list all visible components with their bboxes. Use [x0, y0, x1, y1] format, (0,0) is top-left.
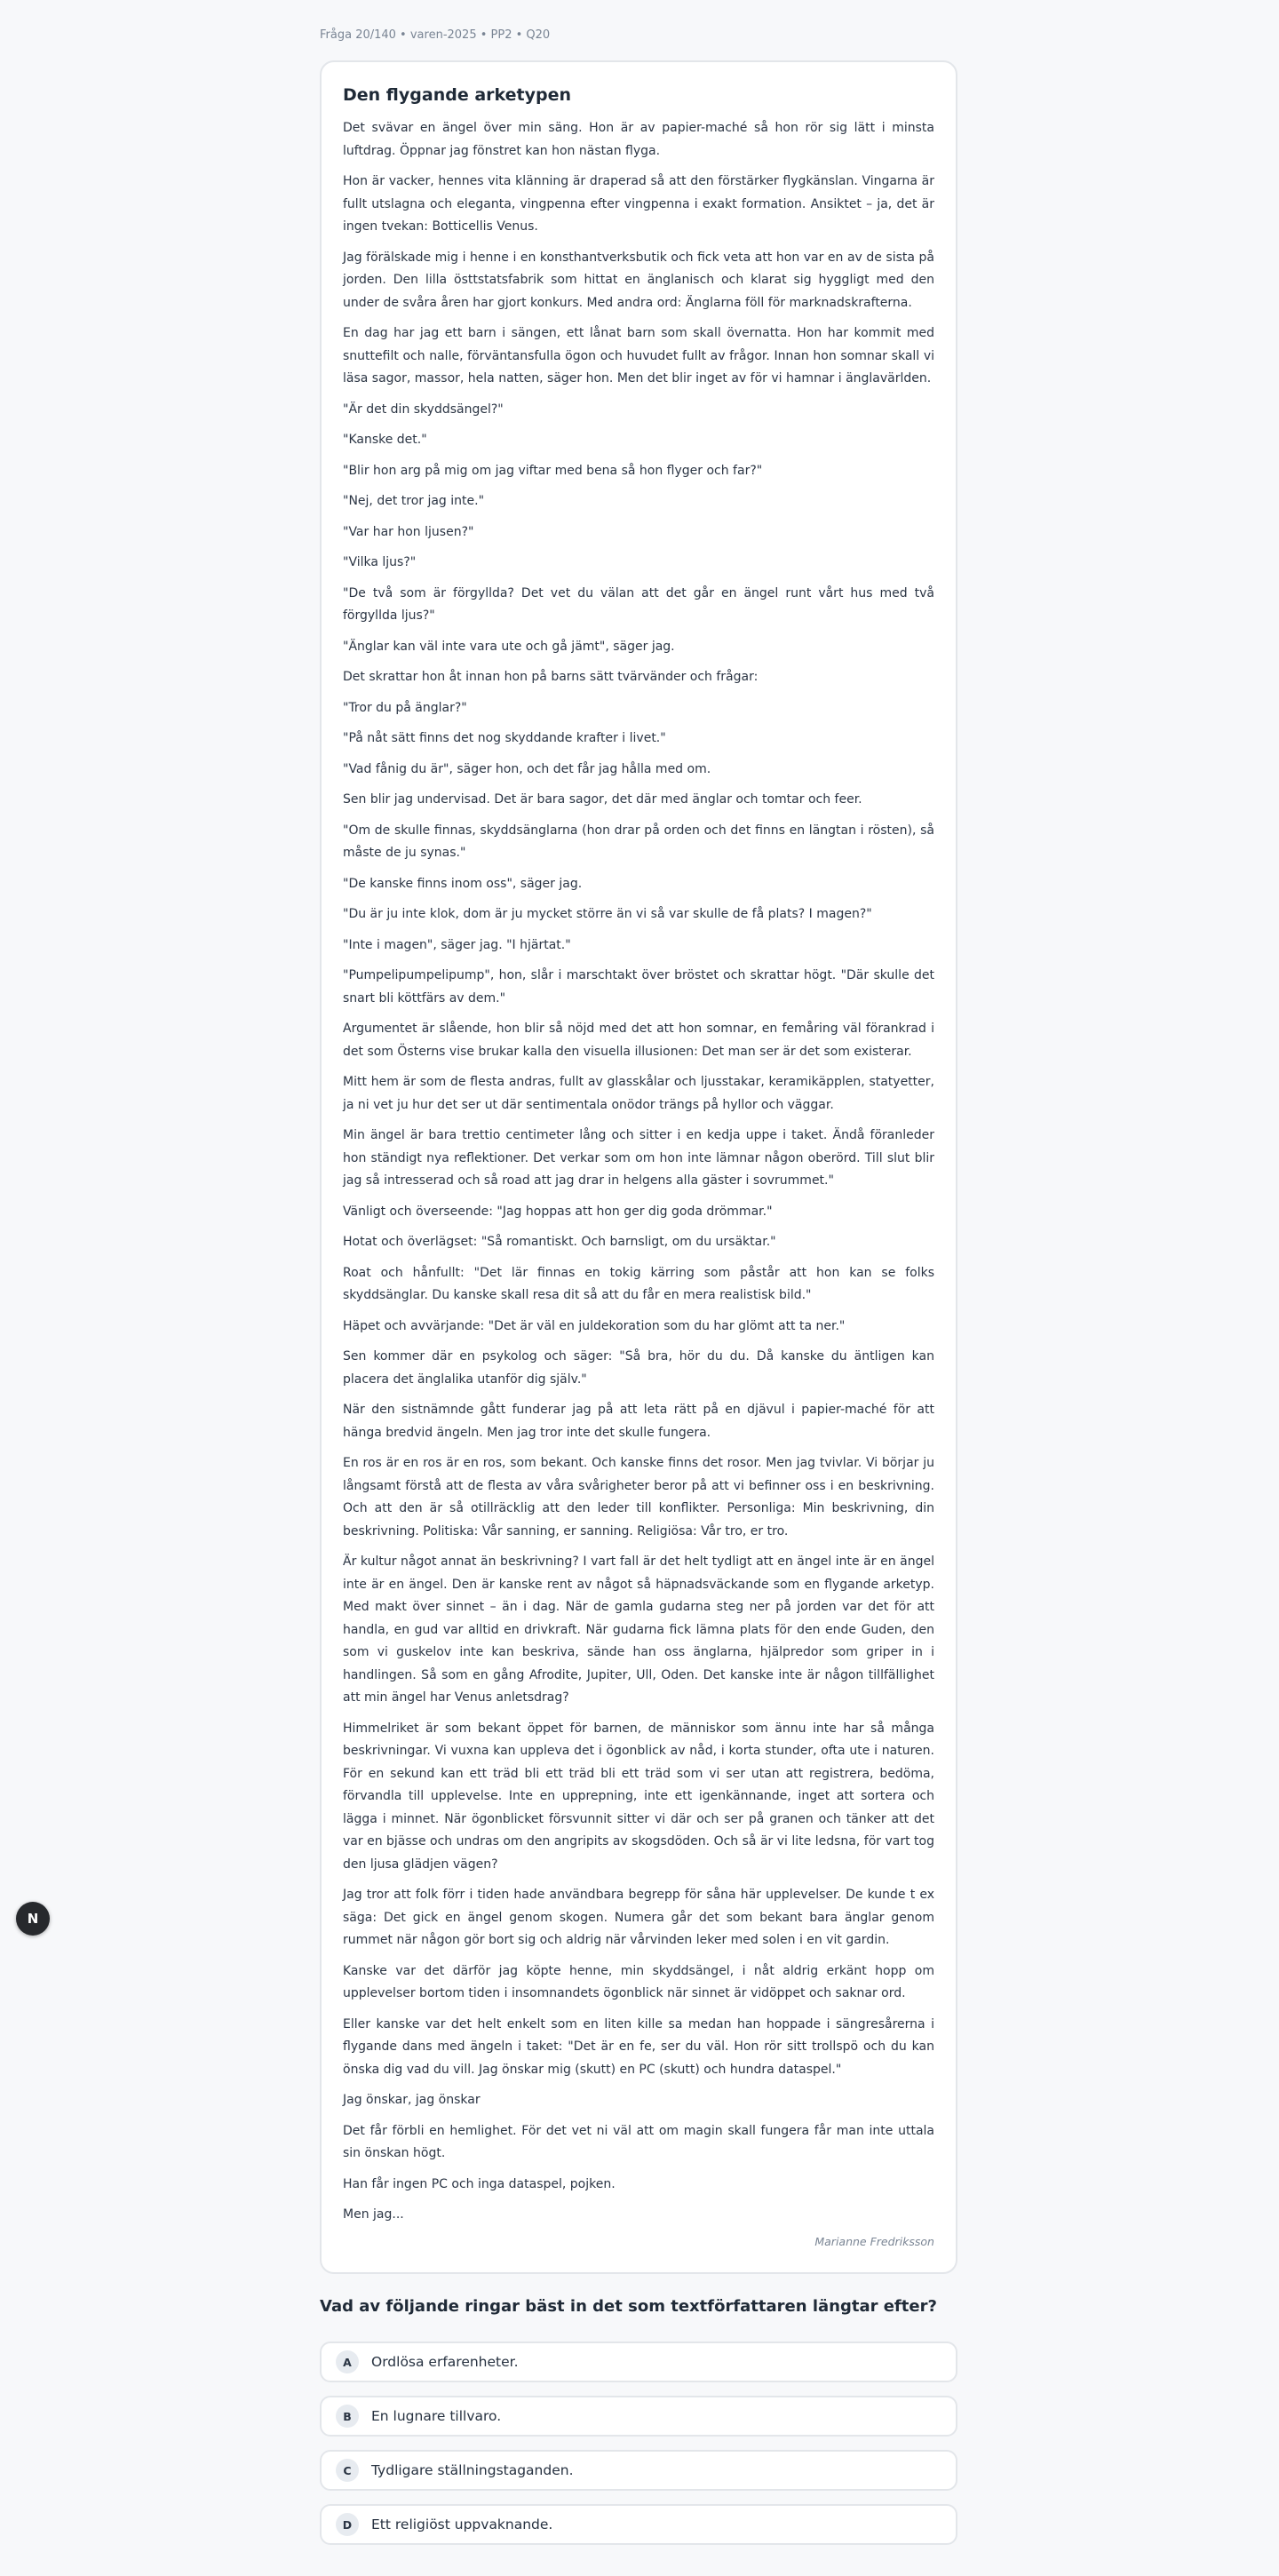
passage-paragraph: Det skrattar hon åt innan hon på barns sätt tvärvänder och frågar:	[343, 670, 759, 684]
passage-paragraph: Mitt hem är som de flesta andras, fullt av glasskålar och ljusstakar, keramikäpplen, statyetter, ja ni vet ju hur det ser ut där sentimentala onödor trängs på hyllor och väggar.	[343, 1075, 934, 1112]
passage-paragraph: "Inte i magen", säger jag. "I hjärtat."	[343, 937, 571, 952]
passage-paragraph: Han får ingen PC och inga dataspel, pojken.	[343, 2176, 616, 2191]
passage-paragraph: "Du är ju inte klok, dom är ju mycket större än vi så var skulle de få plats? I magen?"	[343, 907, 872, 921]
option-letter-badge: B	[336, 2405, 359, 2428]
option-letter-badge: C	[336, 2459, 359, 2482]
passage-paragraph: En dag har jag ett barn i sängen, ett lånat barn som skall övernatta. Hon har kommit med snuttefilt och nalle, förväntansfulla ögon och huvudet fullt av frågor. Innan hon somnar skall vi läsa sagor, massor, hela natten, säger hon. Men det blir inget av för vi hamnar i änglavärlden.	[343, 326, 934, 386]
passage-paragraph: "Nej, det tror jag inte."	[343, 494, 485, 508]
passage-paragraph: En ros är en ros är en ros, som bekant. Och kanske finns det rosor. Men jag tvivlar. Vi börjar ju långsamt förstå att de flesta av våra svårigheter beror på att vi befinner oss i en beskrivning. Och att den är så otillräcklig att den leder till konflikter. Personliga: Min beskrivning, din beskrivning. Politiska: Vår sanning, er sanning. Religiösa: Vår tro, er tro.	[343, 1456, 934, 1538]
passage-paragraph: Eller kanske var det helt enkelt som en liten kille sa medan han hoppade i sängresårerna i flygande dans med ängeln i taket: "Det är en fe, ser du väl. Hon rör sitt trollspö och du kan önska dig vad du vill. Jag önskar mig (skutt) en PC (skutt) och hundra dataspel."	[343, 2016, 934, 2077]
question-text: Vad av följande ringar bäst in det som textförfattaren längtar efter?	[320, 2297, 937, 2316]
answer-option-b[interactable]	[320, 2396, 957, 2437]
option-text: Ordlösa erfarenheter.	[371, 2354, 519, 2370]
passage-paragraph: "De kanske finns inom oss", säger jag.	[343, 876, 583, 891]
passage-paragraph: Jag förälskade mig i henne i en konsthantverksbutik och fick veta att hon var en av de sista på jorden. Den lilla östtstatsfabrik som hittat en änglanisch och klarat sig hyggligt med den under de svåra åren har gjort konkurs. Med andra ord: Änglarna föll för marknadskrafterna.	[343, 250, 934, 310]
passage-paragraph: "Om de skulle finnas, skyddsänglarna (hon drar på orden och det finns en längtan i rösten), så måste de ju synas."	[343, 823, 934, 860]
app-logo-icon: N	[27, 1911, 39, 1927]
passage-title: Den flygande arketypen	[343, 85, 572, 105]
passage-paragraph: "Var har hon ljusen?"	[343, 524, 474, 539]
option-text: Tydligare ställningstaganden.	[371, 2462, 574, 2478]
passage-paragraph: Vänligt och överseende: "Jag hoppas att hon ger dig goda drömmar."	[343, 1204, 773, 1219]
passage-paragraph: "Vilka ljus?"	[343, 555, 417, 569]
passage-paragraph: "De två som är förgyllda? Det vet du välan att det går en ängel runt vårt hus med två förgyllda ljus?"	[343, 585, 934, 623]
passage-paragraph: Argumentet är slående, hon blir så nöjd med det att hon somnar, en femåring väl förankrad i det som Österns vise brukar kalla den visuella illusionen: Det man ser är det som existerar.	[343, 1022, 934, 1059]
option-letter-badge: A	[336, 2350, 359, 2373]
passage-paragraph: "På nåt sätt finns det nog skyddande krafter i livet."	[343, 731, 666, 745]
passage-paragraph: Himmelriket är som bekant öppet för barnen, de människor som ännu inte har så många beskrivningar. Vi vuxna kan uppleva det i ögonblick av nåd, i korta stunder, ofta ute i naturen. För en sekund kan ett träd bli ett träd bli ett träd som vi ser utan att registrera, bedöma, förvandla till upplevelse. Inte en upprepning, inte ett igenkännande, inget att sortera och lägga i minnet. När ögonblicket försvunnit sitter vi där och ser på granen och tänker att det var en bjässe och undras om den angripits av skogsdöden. Och så är vi lite ledsna, för vart tog den ljusa glädjen vägen?	[343, 1721, 934, 1872]
passage-paragraph: Häpet och avvärjande: "Det är väl en juldekoration som du har glömt att ta ner."	[343, 1318, 846, 1333]
answer-option-c[interactable]	[320, 2450, 957, 2491]
passage-paragraph: Det får förbli en hemlighet. För det vet ni väl att om magin skall fungera får man inte uttala sin önskan högt.	[343, 2123, 934, 2160]
passage-paragraph: "Är det din skyddsängel?"	[343, 402, 504, 417]
passage-paragraph: Kanske var det därför jag köpte henne, min skyddsängel, i nåt aldrig erkänt hopp om upplevelser bortom tiden i insomnandets ögonblick när sinnet är vidöppet och saknar ord.	[343, 1963, 934, 2000]
passage-paragraph: "Pumpelipumpelipump", hon, slår i marschtakt över bröstet och skrattar högt. "Där skulle det snart bli köttfärs av dem."	[343, 968, 934, 1006]
answer-option-d[interactable]	[320, 2504, 957, 2545]
passage-paragraph: "Vad fånig du är", säger hon, och det får jag hålla med om.	[343, 761, 711, 776]
passage-paragraph: "Blir hon arg på mig om jag viftar med bena så hon flyger och far?"	[343, 463, 763, 478]
passage-paragraph: Sen kommer där en psykolog och säger: "Så bra, hör du du. Då kanske du äntligen kan placera det änglalika utanför dig själv."	[343, 1349, 934, 1387]
option-text: En lugnare tillvaro.	[371, 2408, 502, 2424]
passage-author: Marianne Fredriksson	[814, 2234, 934, 2248]
answer-option-a[interactable]	[320, 2341, 957, 2382]
option-text: Ett religiöst uppvaknande.	[371, 2516, 553, 2532]
passage-paragraph: Roat och hånfullt: "Det lär finnas en tokig kärring som påstår att hon kan se folks skyddsänglar. Du kanske skall resa dit så att du får en mera realistisk bild."	[343, 1265, 934, 1302]
passage-paragraph: Är kultur något annat än beskrivning? I vart fall är det helt tydligt att en ängel inte är en ängel inte är en ängel. Den är kanske rent av något så häpnadsväckande som en flygande arketyp. Med makt över sinnet – än i dag. När de gamla gudarna steg ner på jorden var det för att handla, en gud var alltid en drivkraft. När gudarna fick lämna plats för den ende Guden, den som vi guskelov inte kan beskriva, sände han oss änglarna, hjälpredor som griper in i handlingen. Så som en gång Afrodite, Jupiter, Ull, Oden. Det kanske inte är någon tillfällighet att min ängel har Venus anletsdrag?	[343, 1554, 934, 1705]
passage-paragraph: Min ängel är bara trettio centimeter lång och sitter i en kedja uppe i taket. Ändå föranleder hon ständigt nya reflektioner. Det verkar som om hon inte lämnar någon oberörd. Till slut blir jag så intresserad och så road att jag drar in helgens alla gäster i sovrummet."	[343, 1128, 934, 1188]
passage-paragraph: Sen blir jag undervisad. Det är bara sagor, det där med änglar och tomtar och feer.	[343, 792, 862, 807]
passage-paragraph: När den sistnämnde gått funderar jag på att leta rätt på en djävul i papier-maché för att hänga bredvid ängeln. Men jag tror inte det skulle fungera.	[343, 1403, 934, 1440]
passage-paragraph: Hotat och överlägset: "Så romantiskt. Och barnsligt, om du ursäktar."	[343, 1235, 776, 1249]
question-meta: Fråga 20/140 • varen-2025 • PP2 • Q20	[320, 28, 551, 42]
floating-app-button[interactable]	[16, 1902, 50, 1936]
passage-paragraph: Jag tror att folk förr i tiden hade användbara begrepp för såna här upplevelser. De kunde t ex säga: Det gick en ängel genom skogen. Numera går det som bekant bara änglar genom rummet när någon gör bort sig och aldrig när vårvinden leker med solen i en vit gardin.	[343, 1888, 934, 1947]
passage-paragraph: Men jag...	[343, 2207, 404, 2222]
passage-paragraph: "Änglar kan väl inte vara ute och gå jämt", säger jag.	[343, 639, 675, 654]
passage-paragraph: "Tror du på änglar?"	[343, 700, 467, 715]
passage-paragraph: Hon är vacker, hennes vita klänning är draperad så att den förstärker flygkänslan. Vingarna är fullt utslagna och eleganta, vingpenna efter vingpenna i exakt formation. Ansiktet – ja, det är ingen tvekan: Botticellis Venus.	[343, 174, 934, 234]
passage-paragraph: Jag önskar, jag önskar	[343, 2093, 481, 2107]
passage-paragraph: Det svävar en ängel över min säng. Hon är av papier-maché så hon rör sig lätt i minsta luftdrag. Öppnar jag fönstret kan hon nästan flyga.	[343, 121, 934, 158]
passage-body	[343, 117, 934, 2227]
option-letter-badge: D	[336, 2513, 359, 2536]
reading-passage	[320, 60, 957, 2274]
passage-paragraph: "Kanske det."	[343, 433, 427, 447]
